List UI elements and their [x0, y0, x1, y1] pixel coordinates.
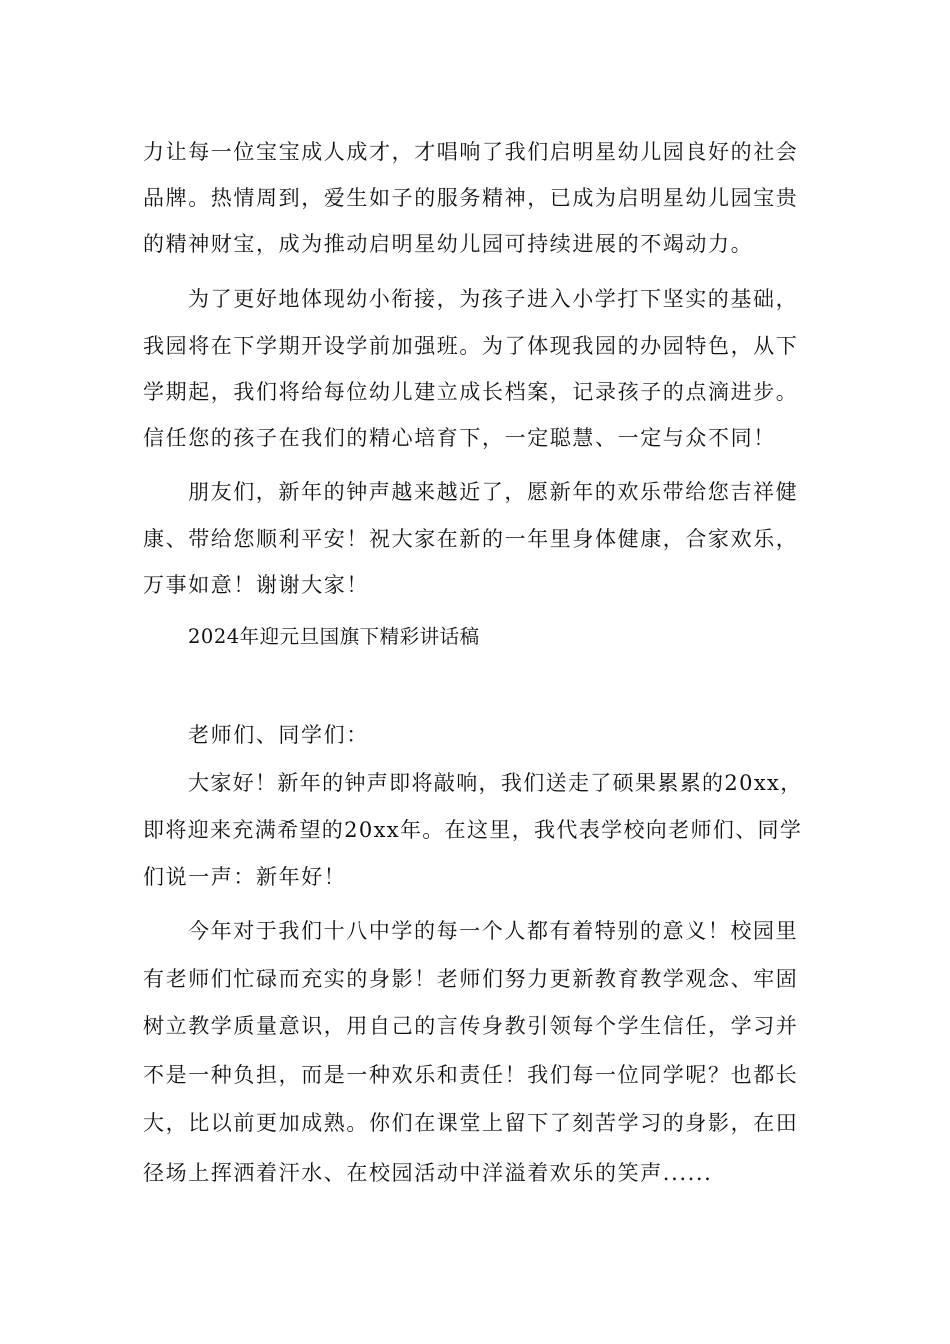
- paragraph-line: 们说一声：新年好！: [143, 865, 347, 889]
- paragraph-line: 大家好！新年的钟声即将敲响，我们送走了硕果累累的20xx，: [188, 771, 803, 795]
- paragraph-line: 康、带给您顺利平安！祝大家在新的一年里身体健康，合家欢乐，: [143, 527, 799, 551]
- paragraph-line: 学期起，我们将给每位幼儿建立成长档案，记录孩子的点滴进步。: [143, 380, 799, 404]
- paragraph-line: 不是一种负担，而是一种欢乐和责任！我们每一位同学呢？也都长: [143, 1063, 799, 1087]
- paragraph-line: 为了更好地体现幼小衔接，为孩子进入小学打下坚实的基础，: [188, 287, 799, 311]
- paragraph-line: 品牌。热情周到，爱生如子的服务精神，已成为启明星幼儿园宝贵: [143, 186, 799, 210]
- paragraph-line: 力让每一位宝宝成人成才，才唱响了我们启明星幼儿园良好的社会: [143, 140, 799, 164]
- paragraph-line: 径场上挥洒着汗水、在校园活动中洋溢着欢乐的笑声......: [143, 1161, 713, 1185]
- paragraph-line: 万事如意！谢谢大家！: [143, 573, 369, 597]
- paragraph-line: 信任您的孩子在我们的精心培育下，一定聪慧、一定与众不同！: [143, 426, 776, 450]
- paragraph-line: 即将迎来充满希望的20xx年。在这里，我代表学校向老师们、同学: [143, 818, 803, 842]
- paragraph-line: 有老师们忙碌而充实的身影！老师们努力更新教育教学观念、牢固: [143, 967, 799, 991]
- section-title: 2024年迎元旦国旗下精彩讲话稿: [188, 625, 480, 648]
- paragraph-line: 今年对于我们十八中学的每一个人都有着特别的意义！校园里: [188, 919, 799, 943]
- paragraph-line: 的精神财宝，成为推动启明星幼儿园可持续进展的不竭动力。: [143, 232, 754, 256]
- paragraph-line: 我园将在下学期开设学前加强班。为了体现我园的办园特色，从下: [143, 334, 799, 358]
- paragraph-line: 树立教学质量意识，用自己的言传身教引领每个学生信任，学习并: [143, 1014, 799, 1038]
- paragraph-line: 朋友们，新年的钟声越来越近了，愿新年的欢乐带给您吉祥健: [188, 480, 799, 504]
- paragraph-line: 大，比以前更加成熟。你们在课堂上留下了刻苦学习的身影，在田: [143, 1111, 799, 1135]
- salutation: 老师们、同学们：: [188, 723, 369, 747]
